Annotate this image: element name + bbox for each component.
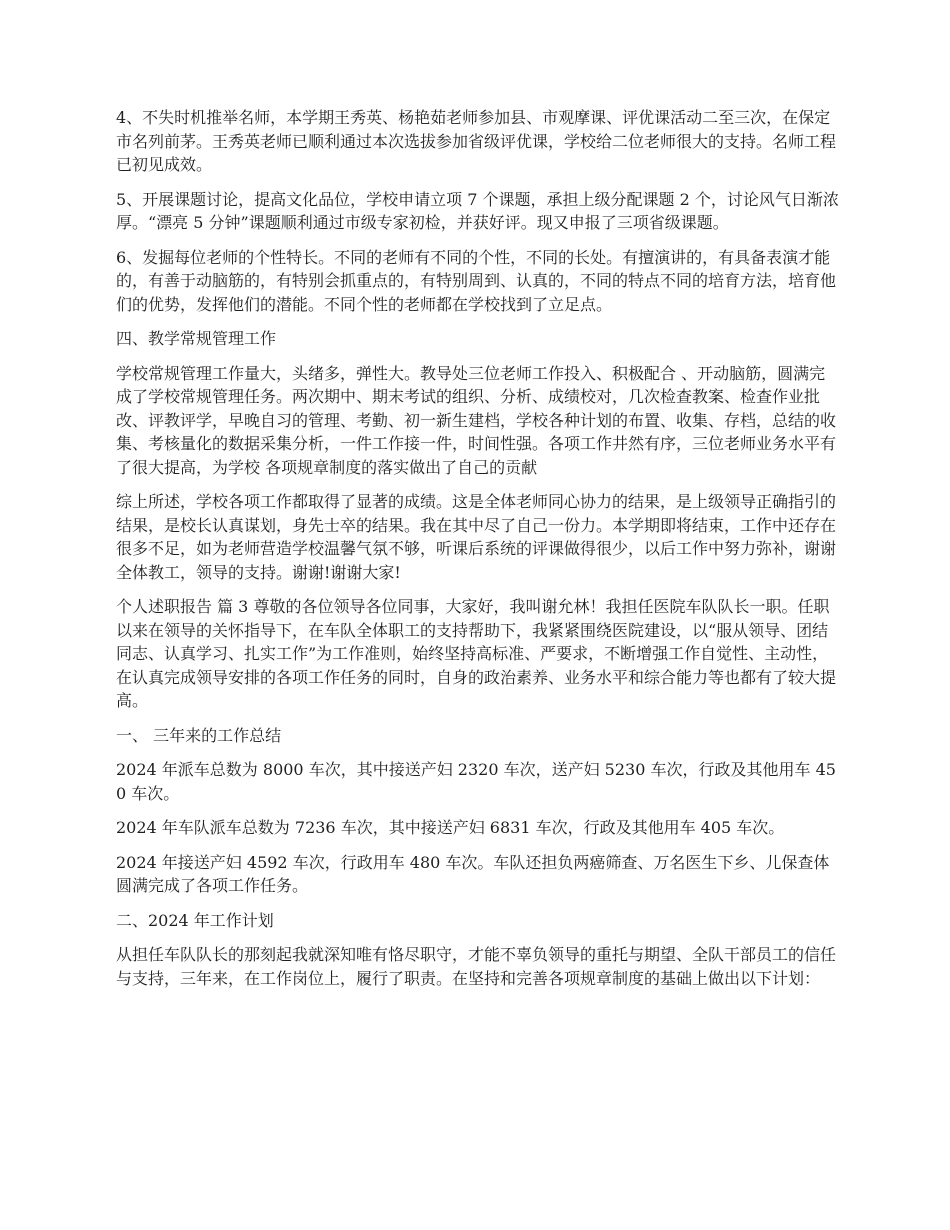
paragraph-item-6: 6、发掘每位老师的个性特长。不同的老师有不同的个性，不同的长处。有擅演讲的，有具备表演才能的，有善于动脑筋的，有特别会抓重点的，有特别周到、认真的，不同的特点不同的培育方法，培育他们的优势，发挥他们的潜能。不同个性的老师都在学校找到了立足点。 [116, 247, 837, 314]
section-heading-three-year-summary: 一、 三年来的工作总结 [116, 725, 282, 745]
paragraph-summary: 综上所述，学校各项工作都取得了显著的成绩。这是全体老师同心协力的结果，是上级领导正确指引的结果，是校长认真谋划，身先士卒的结果。我在其中尽了自己一份力。本学期即将结束，工作中还存在很多不足，如为老师营造学校温馨气氛不够，听课后系统的评课做得很少，以后工作中努力弥补，谢谢全体教工，领导的支持。谢谢!谢谢大家! [116, 492, 837, 582]
paragraph-stat-3: 2024 年接送产妇 4592 车次，行政用车 480 车次。车队还担负两癌筛查、万名医生下乡、儿保查体圆满完成了各项工作任务。 [116, 852, 830, 895]
paragraph-work-plan: 从担任车队队长的那刻起我就深知唯有恪尽职守，才能不辜负领导的重托与期望、全队干部员工的信任与支持，三年来，在工作岗位上，履行了职责。在坚持和完善各项规章制度的基础上做出以下计划： [116, 945, 837, 988]
document-page [116, 106, 840, 1001]
paragraph-item-4: 4、不失时机推举名师，本学期王秀英、杨艳茹老师参加县、市观摩课、评优课活动二至三次，在保定市名列前茅。王秀英老师已顺利通过本次选拔参加省级评优课，学校给二位老师很大的支持。名师工程已初见成效。 [116, 108, 837, 174]
section-heading-work-plan: 二、2024 年工作计划 [116, 910, 274, 930]
paragraph-stat-1: 2024 年派车总数为 8000 车次，其中接送产妇 2320 车次，送产妇 5230 车次，行政及其他用车 450 车次。 [116, 760, 836, 803]
paragraph-teaching-management: 学校常规管理工作量大，头绪多，弹性大。教导处三位老师工作投入、积极配合 、开动脑筋，圆满完成了学校常规管理任务。两次期中、期末考试的组织、分析、成绩校对，几次检查教案、检查作业批改、评教评学，早晚自习的管理、考勤、初一新生建档，学校各种计划的布置、收集、存档，总结的收集、考核量化的数据采集分析，一件工作接一件，时间性强。各项工作井然有序，三位老师业务水平有了很大提高，为学校 各项规章制度的落实做出了自己的贡献 [116, 363, 837, 477]
section-heading-teaching-management: 四、教学常规管理工作 [116, 329, 277, 348]
paragraph-stat-2: 2024 年车队派车总数为 7236 车次，其中接送产妇 6831 车次，行政及其他用车 405 车次。 [116, 818, 785, 837]
paragraph-report-3-intro: 个人述职报告 篇 3 尊敬的各位领导各位同事，大家好，我叫谢允林！我担任医院车队队长一职。任职以来在领导的关怀指导下，在车队全体职工的支持帮助下，我紧紧围绕医院建设，以“服从领导、团结同志、认真学习、扎实工作”为工作准则，始终坚持高标准、严要求，不断增强工作自觉性、主动性，在认真完成领导安排的各项工作任务的同时，自身的政治素养、业务水平和综合能力等也都有了较大提高。 [116, 597, 837, 710]
paragraph-item-5: 5、开展课题讨论，提高文化品位，学校申请立项 7 个课题，承担上级分配课题 2 个，讨论风气日渐浓厚。“漂亮 5 分钟”课题顺利通过市级专家初检，并获好评。现又申报了三项省级课题。 [116, 189, 839, 232]
